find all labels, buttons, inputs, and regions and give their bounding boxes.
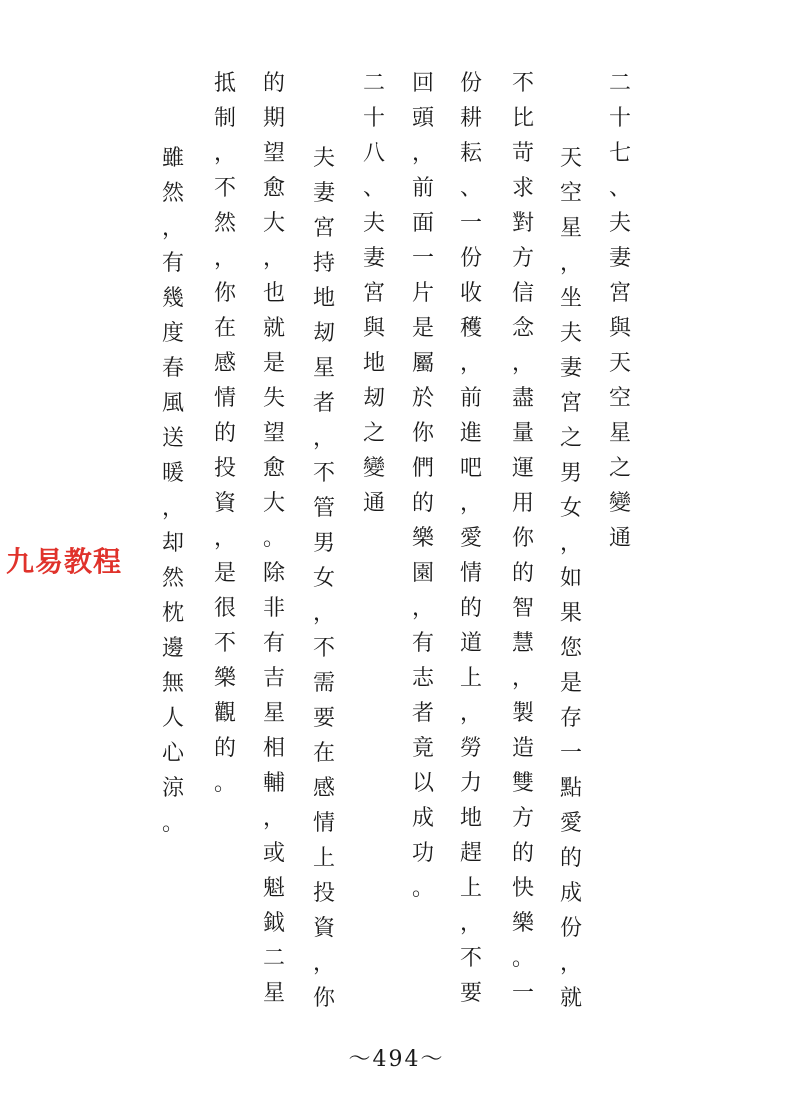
glyph: 是 bbox=[262, 351, 285, 376]
glyph: 造 bbox=[511, 736, 534, 761]
glyph: 或 bbox=[262, 841, 285, 866]
text-column-10 bbox=[158, 141, 188, 841]
glyph: 對 bbox=[511, 211, 534, 236]
glyph: 幾 bbox=[161, 286, 184, 311]
glyph: 成 bbox=[559, 881, 582, 906]
text-column-9 bbox=[210, 66, 240, 801]
glyph: 暖 bbox=[161, 461, 184, 486]
glyph: 份 bbox=[459, 71, 482, 96]
glyph: 風 bbox=[161, 391, 184, 416]
glyph: 然 bbox=[161, 566, 184, 591]
glyph: 耕 bbox=[459, 106, 482, 131]
glyph: ， bbox=[559, 951, 582, 976]
glyph: 二 bbox=[362, 71, 385, 96]
glyph: 的 bbox=[459, 596, 482, 621]
glyph: 很 bbox=[213, 596, 236, 621]
glyph: 者 bbox=[312, 391, 335, 416]
glyph: 成 bbox=[411, 806, 434, 831]
glyph: 一 bbox=[511, 981, 534, 1006]
page-number: ～494～ bbox=[348, 1047, 445, 1072]
glyph: 星 bbox=[262, 701, 285, 726]
glyph: 有 bbox=[262, 631, 285, 656]
glyph: 枕 bbox=[161, 601, 184, 626]
glyph: 。 bbox=[213, 771, 236, 796]
text-column-1 bbox=[605, 66, 635, 556]
glyph: 量 bbox=[511, 421, 534, 446]
glyph: 投 bbox=[213, 456, 236, 481]
glyph: ， bbox=[459, 911, 482, 936]
glyph: 功 bbox=[411, 841, 434, 866]
text-column-3 bbox=[508, 66, 538, 1011]
glyph: 女 bbox=[559, 496, 582, 521]
glyph: 情 bbox=[312, 811, 335, 836]
glyph: ， bbox=[262, 806, 285, 831]
glyph: 頭 bbox=[411, 106, 434, 131]
glyph: 您 bbox=[559, 636, 582, 661]
glyph: 果 bbox=[559, 601, 582, 626]
glyph: ， bbox=[161, 216, 184, 241]
glyph: 春 bbox=[161, 356, 184, 381]
glyph: 愛 bbox=[559, 811, 582, 836]
glyph: 邊 bbox=[161, 636, 184, 661]
glyph: ， bbox=[459, 701, 482, 726]
glyph: 在 bbox=[213, 316, 236, 341]
glyph: 魁 bbox=[262, 876, 285, 901]
glyph: 雖 bbox=[161, 146, 184, 171]
glyph: 相 bbox=[262, 736, 285, 761]
glyph: 宮 bbox=[362, 281, 385, 306]
glyph: 志 bbox=[411, 666, 434, 691]
glyph: 十 bbox=[608, 106, 631, 131]
glyph: 點 bbox=[559, 776, 582, 801]
glyph: 你 bbox=[312, 986, 335, 1011]
glyph: 比 bbox=[511, 106, 534, 131]
glyph: ， bbox=[459, 491, 482, 516]
glyph: 宮 bbox=[312, 216, 335, 241]
glyph: 於 bbox=[411, 386, 434, 411]
glyph: 持 bbox=[312, 251, 335, 276]
glyph: 上 bbox=[459, 876, 482, 901]
glyph: 資 bbox=[312, 916, 335, 941]
glyph: 的 bbox=[511, 841, 534, 866]
glyph: 你 bbox=[213, 281, 236, 306]
glyph: 抵 bbox=[213, 71, 236, 96]
glyph: 你 bbox=[511, 526, 534, 551]
glyph: 投 bbox=[312, 881, 335, 906]
glyph: 輔 bbox=[262, 771, 285, 796]
glyph: 星 bbox=[608, 421, 631, 446]
glyph: 有 bbox=[411, 631, 434, 656]
glyph: 方 bbox=[511, 246, 534, 271]
glyph: 求 bbox=[511, 176, 534, 201]
glyph: 星 bbox=[559, 216, 582, 241]
glyph: 樂 bbox=[511, 911, 534, 936]
glyph: 就 bbox=[262, 316, 285, 341]
glyph: 慧 bbox=[511, 631, 534, 656]
glyph: 力 bbox=[459, 771, 482, 796]
glyph: 用 bbox=[511, 491, 534, 516]
glyph: 。 bbox=[161, 811, 184, 836]
glyph: 男 bbox=[559, 461, 582, 486]
glyph: 十 bbox=[362, 106, 385, 131]
glyph: 的 bbox=[559, 846, 582, 871]
glyph: ， bbox=[511, 666, 534, 691]
glyph: 無 bbox=[161, 671, 184, 696]
text-column-8 bbox=[259, 66, 289, 1011]
glyph: ， bbox=[312, 426, 335, 451]
glyph: 變 bbox=[362, 456, 385, 481]
glyph: 望 bbox=[262, 421, 285, 446]
glyph: 智 bbox=[511, 596, 534, 621]
glyph: 。 bbox=[511, 946, 534, 971]
glyph: 存 bbox=[559, 706, 582, 731]
glyph: 不 bbox=[511, 71, 534, 96]
glyph: 運 bbox=[511, 456, 534, 481]
glyph: 快 bbox=[511, 876, 534, 901]
glyph: 刼 bbox=[362, 386, 385, 411]
glyph: 屬 bbox=[411, 351, 434, 376]
glyph: 的 bbox=[213, 736, 236, 761]
glyph: 勞 bbox=[459, 736, 482, 761]
glyph: 信 bbox=[511, 281, 534, 306]
glyph: ， bbox=[161, 496, 184, 521]
glyph: 在 bbox=[312, 741, 335, 766]
glyph: 資 bbox=[213, 491, 236, 516]
glyph: 就 bbox=[559, 986, 582, 1011]
glyph: 有 bbox=[161, 251, 184, 276]
glyph: 者 bbox=[411, 701, 434, 726]
glyph: 念 bbox=[511, 316, 534, 341]
glyph: ， bbox=[559, 251, 582, 276]
glyph: 愈 bbox=[262, 456, 285, 481]
glyph: 地 bbox=[362, 351, 385, 376]
glyph: 是 bbox=[411, 316, 434, 341]
glyph: 樂 bbox=[213, 666, 236, 691]
glyph: 妻 bbox=[559, 356, 582, 381]
glyph: 女 bbox=[312, 566, 335, 591]
glyph: 苛 bbox=[511, 141, 534, 166]
glyph: 夫 bbox=[559, 321, 582, 346]
glyph: 要 bbox=[312, 706, 335, 731]
glyph: ， bbox=[262, 246, 285, 271]
glyph: 上 bbox=[312, 846, 335, 871]
glyph: 與 bbox=[608, 316, 631, 341]
glyph: 以 bbox=[411, 771, 434, 796]
glyph: 宮 bbox=[608, 281, 631, 306]
text-column-6 bbox=[359, 66, 389, 521]
glyph: ， bbox=[459, 351, 482, 376]
glyph: 要 bbox=[459, 981, 482, 1006]
glyph: 之 bbox=[362, 421, 385, 446]
glyph: 的 bbox=[262, 71, 285, 96]
glyph: 竟 bbox=[411, 736, 434, 761]
glyph: 妻 bbox=[608, 246, 631, 271]
glyph: 前 bbox=[459, 386, 482, 411]
glyph: 人 bbox=[161, 706, 184, 731]
glyph: 不 bbox=[312, 461, 335, 486]
glyph: 、 bbox=[362, 176, 385, 201]
glyph: 夫 bbox=[608, 211, 631, 236]
glyph: 然 bbox=[161, 181, 184, 206]
glyph: 愈 bbox=[262, 176, 285, 201]
watermark-logo: 九易教程 bbox=[6, 545, 123, 578]
glyph: 愛 bbox=[459, 526, 482, 551]
glyph: ， bbox=[411, 141, 434, 166]
glyph: 、 bbox=[608, 176, 631, 201]
glyph: 宮 bbox=[559, 391, 582, 416]
glyph: 之 bbox=[559, 426, 582, 451]
glyph: 如 bbox=[559, 566, 582, 591]
glyph: 面 bbox=[411, 211, 434, 236]
glyph: 涼 bbox=[161, 776, 184, 801]
glyph: 大 bbox=[262, 491, 285, 516]
glyph: 大 bbox=[262, 211, 285, 236]
glyph: 通 bbox=[608, 526, 631, 551]
glyph: 天 bbox=[559, 146, 582, 171]
glyph: 二 bbox=[262, 946, 285, 971]
glyph: 送 bbox=[161, 426, 184, 451]
glyph: 一 bbox=[459, 211, 482, 236]
glyph: ， bbox=[411, 596, 434, 621]
glyph: 除 bbox=[262, 561, 285, 586]
glyph: 吉 bbox=[262, 666, 285, 691]
glyph: 是 bbox=[559, 671, 582, 696]
glyph: 管 bbox=[312, 496, 335, 521]
glyph: 制 bbox=[213, 106, 236, 131]
text-column-7 bbox=[309, 141, 339, 1016]
glyph: 觀 bbox=[213, 701, 236, 726]
glyph: 七 bbox=[608, 141, 631, 166]
glyph: 却 bbox=[161, 531, 184, 556]
glyph: 也 bbox=[262, 281, 285, 306]
glyph: 耘 bbox=[459, 141, 482, 166]
glyph: 地 bbox=[459, 806, 482, 831]
glyph: 期 bbox=[262, 106, 285, 131]
glyph: 八 bbox=[362, 141, 385, 166]
glyph: 妻 bbox=[312, 181, 335, 206]
glyph: 份 bbox=[559, 916, 582, 941]
glyph: 一 bbox=[559, 741, 582, 766]
glyph: 你 bbox=[411, 421, 434, 446]
glyph: 男 bbox=[312, 531, 335, 556]
glyph: 失 bbox=[262, 386, 285, 411]
glyph: 的 bbox=[511, 561, 534, 586]
glyph: ， bbox=[312, 601, 335, 626]
glyph: 非 bbox=[262, 596, 285, 621]
glyph: 方 bbox=[511, 806, 534, 831]
glyph: 度 bbox=[161, 321, 184, 346]
glyph: 地 bbox=[312, 286, 335, 311]
glyph: ， bbox=[213, 246, 236, 271]
glyph: ， bbox=[559, 531, 582, 556]
glyph: 情 bbox=[459, 561, 482, 586]
glyph: 妻 bbox=[362, 246, 385, 271]
glyph: 回 bbox=[411, 71, 434, 96]
glyph: 吧 bbox=[459, 456, 482, 481]
glyph: 道 bbox=[459, 631, 482, 656]
glyph: 星 bbox=[312, 356, 335, 381]
glyph: 前 bbox=[411, 176, 434, 201]
glyph: ， bbox=[213, 141, 236, 166]
glyph: ， bbox=[213, 526, 236, 551]
text-column-2 bbox=[556, 141, 586, 1016]
glyph: 不 bbox=[459, 946, 482, 971]
glyph: 盡 bbox=[511, 386, 534, 411]
glyph: 的 bbox=[411, 491, 434, 516]
glyph: 情 bbox=[213, 386, 236, 411]
glyph: 星 bbox=[262, 981, 285, 1006]
glyph: 鉞 bbox=[262, 911, 285, 936]
glyph: 雙 bbox=[511, 771, 534, 796]
glyph: 趕 bbox=[459, 841, 482, 866]
glyph: 刼 bbox=[312, 321, 335, 346]
glyph: 空 bbox=[559, 181, 582, 206]
glyph: 不 bbox=[213, 631, 236, 656]
glyph: 份 bbox=[459, 246, 482, 271]
glyph: 不 bbox=[312, 636, 335, 661]
glyph: ， bbox=[511, 351, 534, 376]
glyph: 一 bbox=[411, 246, 434, 271]
glyph: 園 bbox=[411, 561, 434, 586]
glyph: 之 bbox=[608, 456, 631, 481]
glyph: 樂 bbox=[411, 526, 434, 551]
glyph: 片 bbox=[411, 281, 434, 306]
glyph: 與 bbox=[362, 316, 385, 341]
glyph: 夫 bbox=[362, 211, 385, 236]
glyph: 二 bbox=[608, 71, 631, 96]
glyph: 心 bbox=[161, 741, 184, 766]
glyph: 夫 bbox=[312, 146, 335, 171]
glyph: 是 bbox=[213, 561, 236, 586]
glyph: 坐 bbox=[559, 286, 582, 311]
glyph: 。 bbox=[262, 526, 285, 551]
glyph: 上 bbox=[459, 666, 482, 691]
glyph: 望 bbox=[262, 141, 285, 166]
glyph: 收 bbox=[459, 281, 482, 306]
text-column-5 bbox=[408, 66, 438, 906]
glyph: 們 bbox=[411, 456, 434, 481]
glyph: 天 bbox=[608, 351, 631, 376]
glyph: 通 bbox=[362, 491, 385, 516]
glyph: 不 bbox=[213, 176, 236, 201]
glyph: 空 bbox=[608, 386, 631, 411]
glyph: 。 bbox=[411, 876, 434, 901]
glyph: 感 bbox=[312, 776, 335, 801]
glyph: 製 bbox=[511, 701, 534, 726]
glyph: 的 bbox=[213, 421, 236, 446]
glyph: ， bbox=[312, 951, 335, 976]
glyph: 、 bbox=[459, 176, 482, 201]
glyph: 需 bbox=[312, 671, 335, 696]
glyph: 感 bbox=[213, 351, 236, 376]
text-column-4 bbox=[456, 66, 486, 1011]
glyph: 然 bbox=[213, 211, 236, 236]
glyph: 進 bbox=[459, 421, 482, 446]
glyph: 變 bbox=[608, 491, 631, 516]
glyph: 穫 bbox=[459, 316, 482, 341]
